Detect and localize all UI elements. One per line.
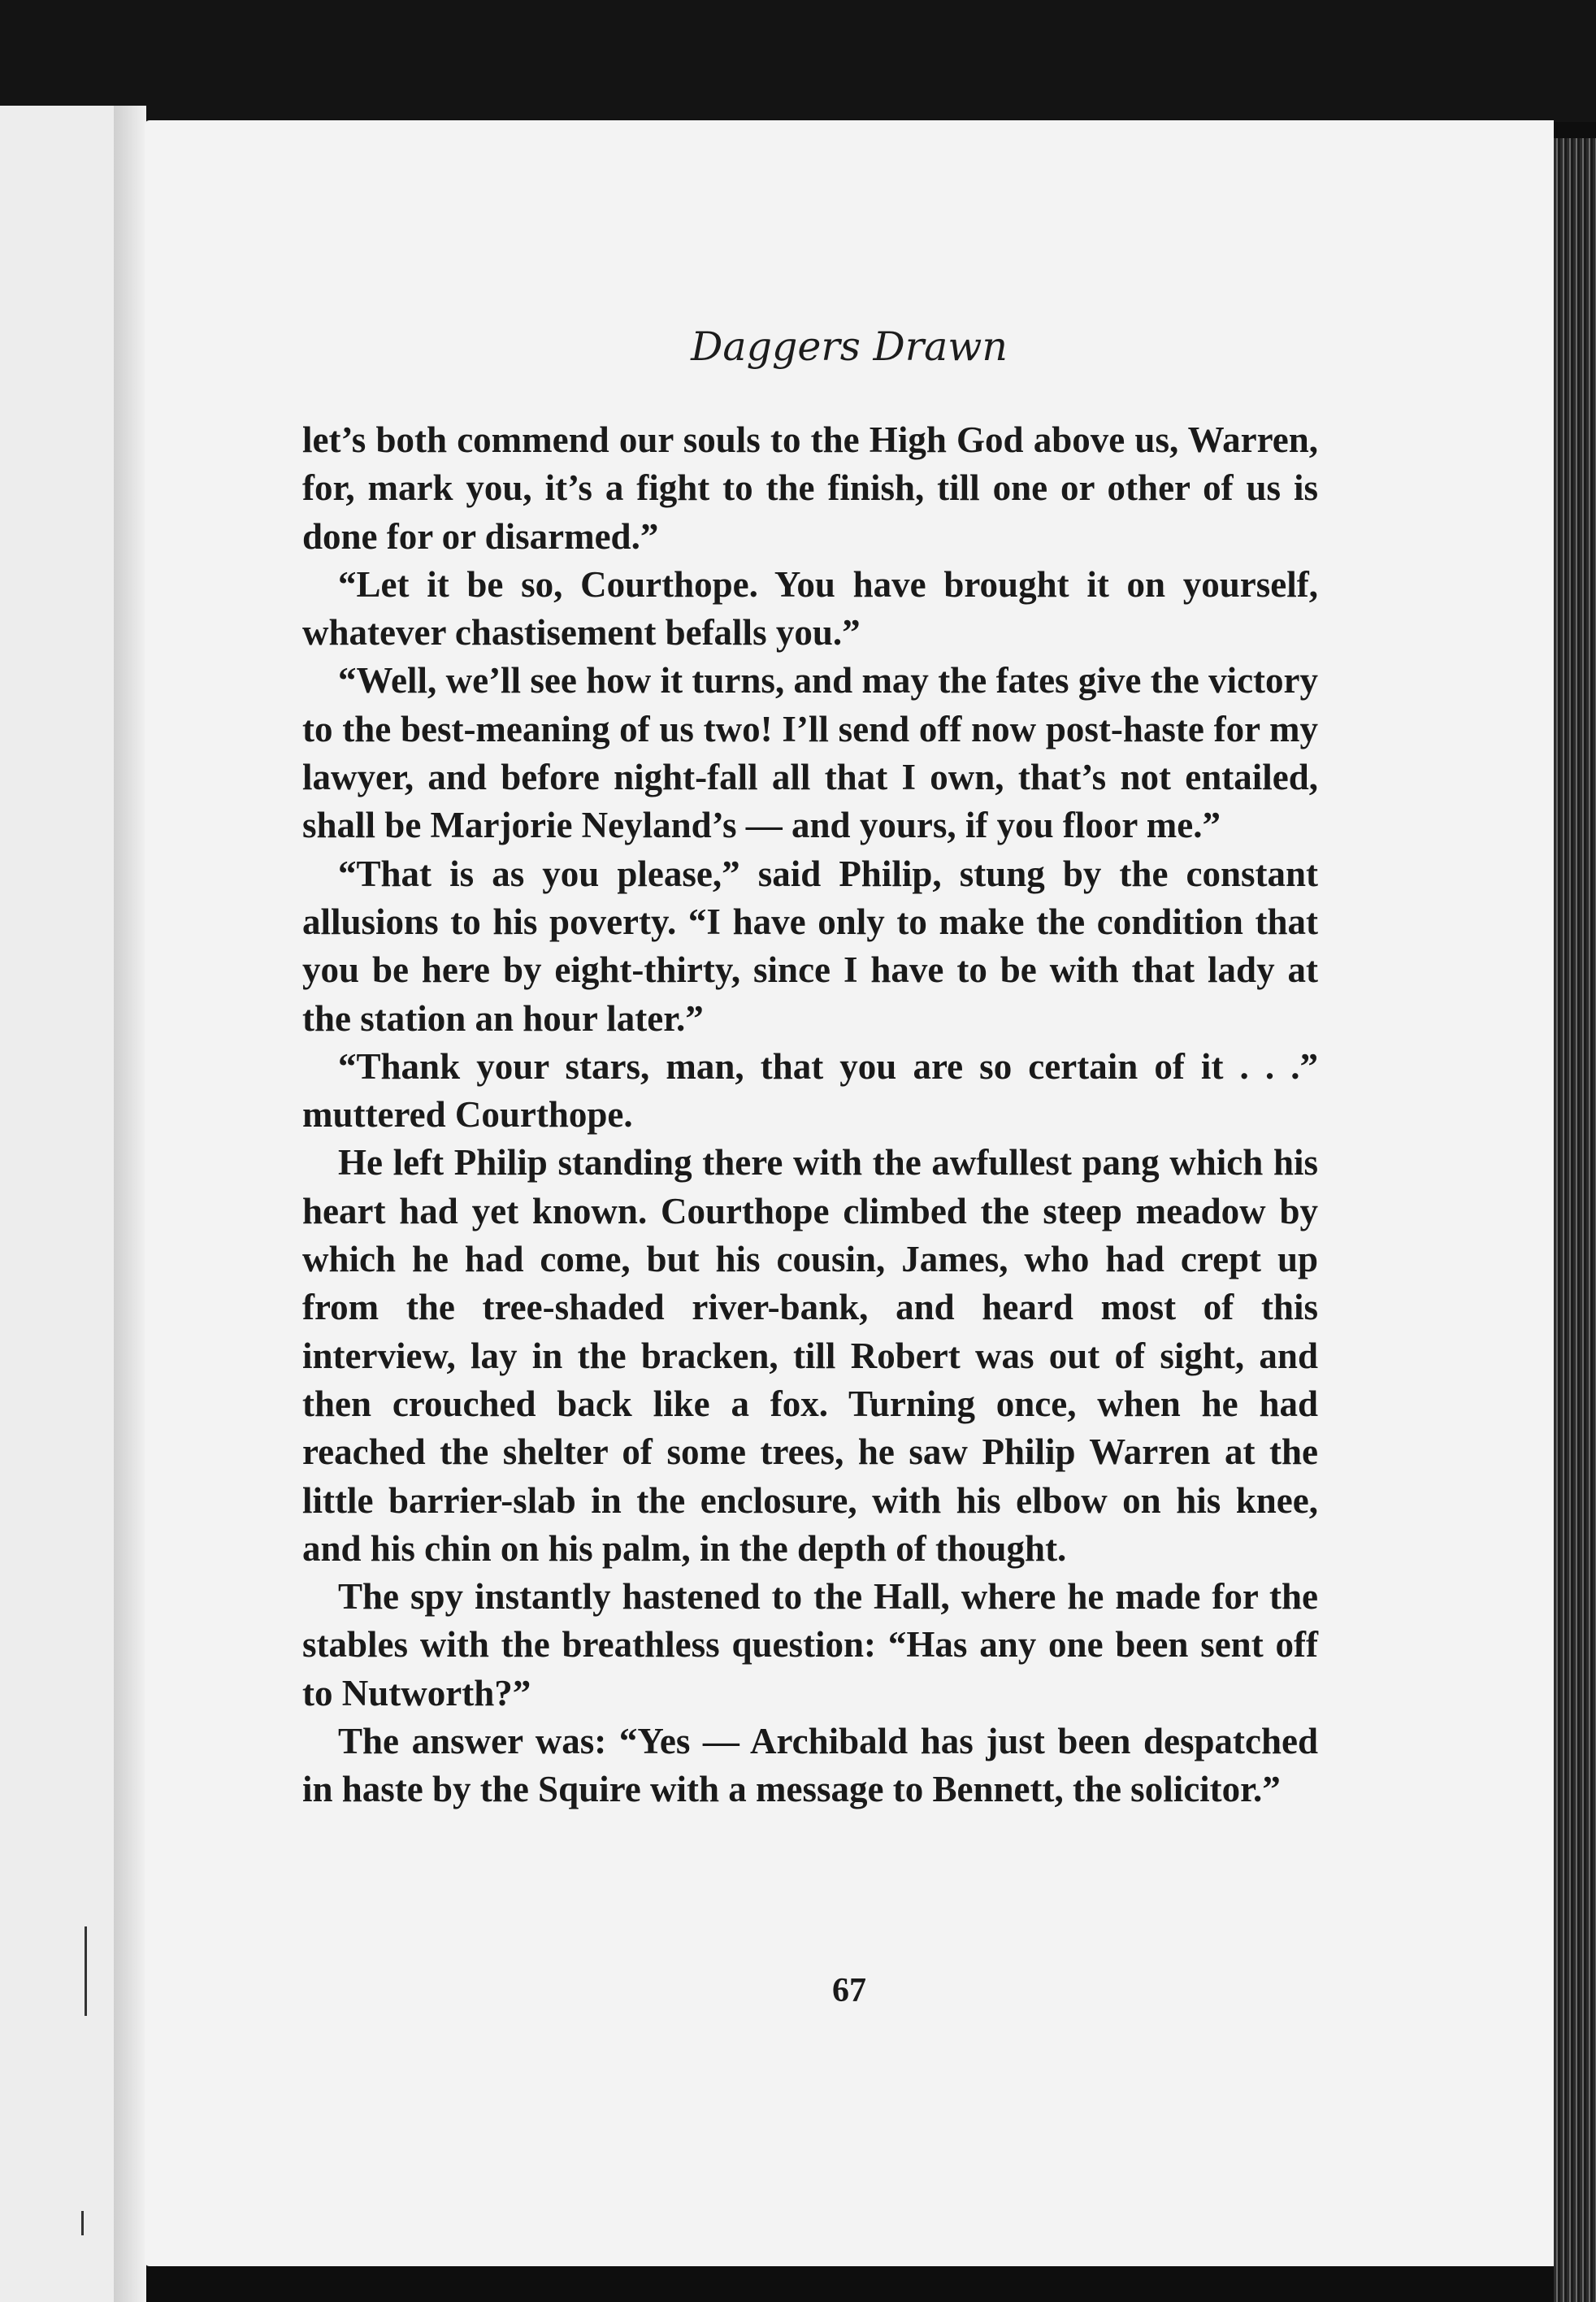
- paragraph: “That is as you please,” said Philip, stung by the constant allusions to his poverty. “I have only to make the condition that you be here by eight-thirty, since I have to be with that lady at the station an hour later.”: [302, 853, 1318, 1039]
- margin-mark: [81, 2211, 84, 2235]
- paragraph: let’s both commend our souls to the High God above us, Warren, for, mark you, it’s a fight to the finish, till one or other of us is done for or disarmed.”: [302, 419, 1318, 557]
- body-text: [302, 416, 1318, 1814]
- page-block-edge: [1554, 138, 1596, 2302]
- gutter-shadow: [114, 106, 146, 2302]
- paragraph: He left Philip standing there with the awfullest pang which his heart had yet known. Courthope climbed the steep meadow by which he had come, but his cousin, James, who had crept up from the tree-shaded river-bank, and heard most of this interview, lay in the bracken, till Robert was out of sight, and then crouched back like a fox. Turning once, when he had reached the shelter of some trees, he saw Philip Warren at the little barrier-slab in the enclosure, with his elbow on his knee, and his chin on his palm, in the depth of thought.: [302, 1142, 1318, 1569]
- paragraph: “Well, we’ll see how it turns, and may the fates give the victory to the best-meaning of us two! I’ll send off now post-haste for my lawyer, and before night-fall all that I own, that’s not entailed, shall be Marjorie Neyland’s — and yours, if you floor me.”: [302, 660, 1318, 846]
- page-number: 67: [832, 1972, 866, 2009]
- paragraph: “Let it be so, Courthope. You have brought it on yourself, whatever chastisement befalls you.”: [302, 563, 1318, 654]
- paragraph: The spy instantly hastened to the Hall, where he made for the stables with the breathless question: “Has any one been sent off to Nutworth?”: [302, 1576, 1318, 1713]
- scan-background: [0, 0, 1596, 122]
- margin-mark: [85, 1926, 87, 2016]
- running-head: Daggers Drawn: [691, 324, 1008, 370]
- paragraph: “Thank your stars, man, that you are so certain of it . . .” muttered Courthope.: [302, 1045, 1318, 1136]
- paragraph: The answer was: “Yes — Archibald has just been despatched in haste by the Squire with a message to Bennett, the solicitor.”: [302, 1721, 1318, 1810]
- facing-page-edge: [0, 106, 124, 2302]
